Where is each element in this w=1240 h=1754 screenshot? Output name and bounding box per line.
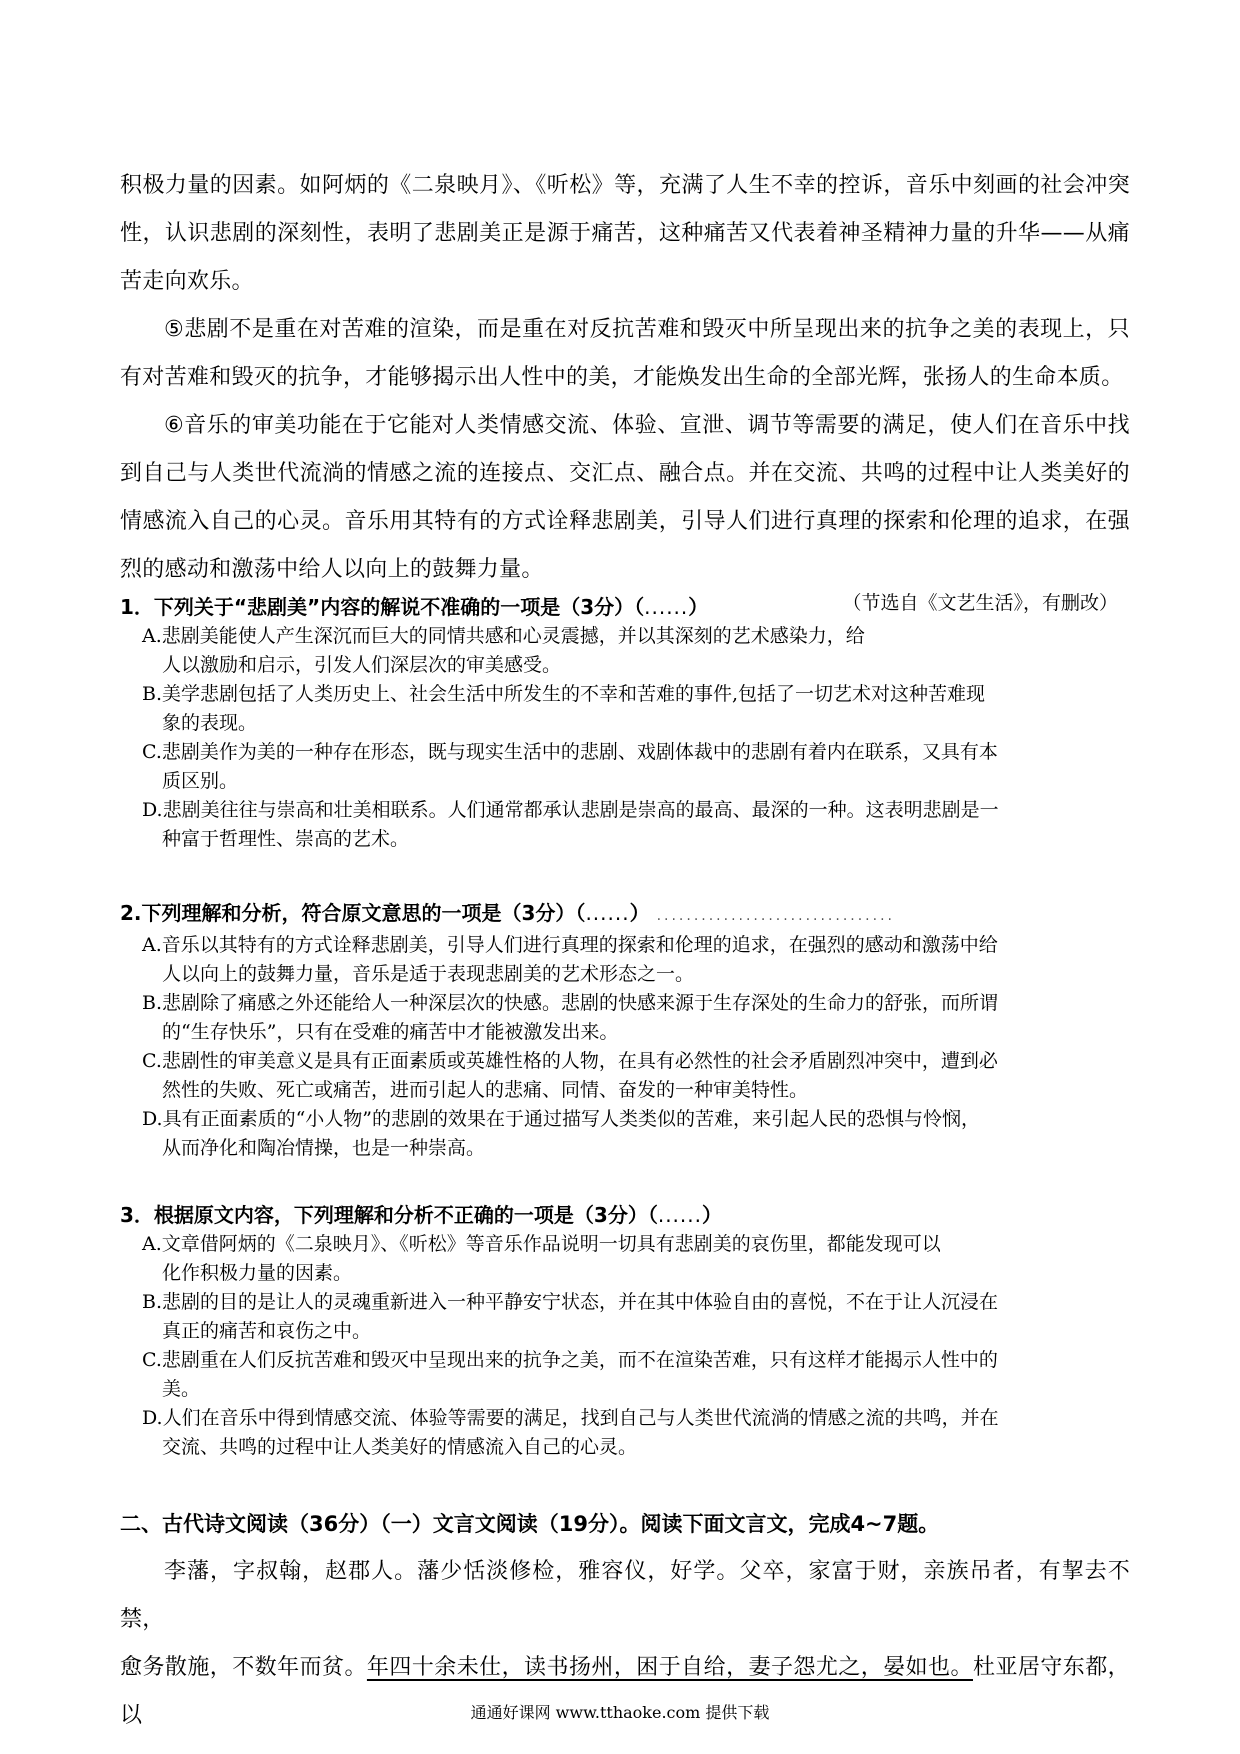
answer-blank[interactable]: ......	[644, 595, 689, 619]
option-text: D.人们在音乐中得到情感交流、体验等需要的满足，找到自己与人类世代流淌的情感之流的共鸣，并在	[142, 1407, 999, 1429]
question-stem	[120, 1200, 1130, 1230]
section-2-heading: 二、古代诗文阅读（36分）（一）文言文阅读（19分）。阅读下面文言文，完成4~7题。	[120, 1512, 940, 1536]
option-a[interactable]	[120, 622, 1130, 680]
question-stem-text: 3．根据原文内容，下列理解和分析不正确的一项是（3分）（	[120, 1203, 658, 1227]
option-c[interactable]	[120, 1047, 1130, 1105]
option-d[interactable]	[120, 796, 1130, 854]
option-text: A.文章借阿炳的《二泉映月》、《听松》等音乐作品说明一切具有悲剧美的哀伤里，都能发现可以	[142, 1233, 941, 1255]
question-stem	[120, 592, 1130, 622]
option-text-continued: 从而净化和陶冶情操，也是一种崇高。	[162, 1137, 486, 1159]
footer-source-note: 通通好课网 www.tthaoke.com 提供下载	[470, 1703, 770, 1722]
question-2	[120, 898, 1130, 1163]
option-text: C.悲剧重在人们反抗苦难和毁灭中呈现出来的抗争之美，而不在渲染苦难，只有这样才能揭示人性中的	[142, 1349, 998, 1371]
option-d[interactable]	[120, 1105, 1130, 1163]
option-text-continued: 美。	[162, 1378, 201, 1400]
answer-blank[interactable]: ......	[585, 901, 630, 925]
option-c[interactable]	[120, 1346, 1130, 1404]
option-text: B.悲剧的目的是让人的灵魂重新进入一种平静安宁状态，并在其中体验自由的喜悦，不在于让人沉浸在	[142, 1291, 999, 1313]
option-text: A.音乐以其特有的方式诠释悲剧美，引导人们进行真理的探索和伦理的追求，在强烈的感动和激荡中给	[142, 934, 998, 956]
option-b[interactable]	[120, 1288, 1130, 1346]
option-text: C.悲剧美作为美的一种存在形态，既与现实生活中的悲剧、戏剧体裁中的悲剧有着内在联系，又具有本	[142, 741, 998, 763]
option-text-continued: 真正的痛苦和哀伤之中。	[162, 1320, 372, 1342]
option-b[interactable]	[120, 680, 1130, 738]
classical-line-1: 李藩，字叔翰，赵郡人。藩少恬淡修检，雅容仪，好学。父卒，家富于财，亲族吊者，有挈去不禁，	[120, 1559, 1130, 1632]
question-stem-text: 1．下列关于“悲剧美”内容的解说不准确的一项是（3分）（	[120, 595, 645, 619]
passage-paragraph-5: ⑤悲剧不是重在对苦难的渲染，而是重在对反抗苦难和毁灭中所呈现出来的抗争之美的表现上，只有对苦难和毁灭的抗争，才能够揭示出人性中的美，才能焕发出生命的全部光辉，张扬人的生命本质。	[120, 317, 1130, 390]
option-a[interactable]	[120, 1230, 1130, 1288]
option-c[interactable]	[120, 738, 1130, 796]
option-text-continued: 化作积极力量的因素。	[162, 1262, 353, 1284]
passage-paragraph-6: ⑥音乐的审美功能在于它能对人类情感交流、体验、宣泄、调节等需要的满足，使人们在音乐中找到自己与人类世代流淌的情感之流的连接点、交汇点、融合点。并在交流、共鸣的过程中让人类美好的情感流入自己的心灵。音乐用其特有的方式诠释悲剧美，引导人们进行真理的探索和伦理的追求，在强烈的感动和激荡中给人以向上的鼓舞力量。	[120, 413, 1130, 582]
option-text-continued: 人以向上的鼓舞力量，音乐是适于表现悲剧美的艺术形态之一。	[162, 963, 695, 985]
classical-text: 杜亚居守东都，以	[120, 1655, 1130, 1728]
option-text-continued: 种富于哲理性、崇高的艺术。	[162, 828, 410, 850]
question-stem-text: 2.下列理解和分析，符合原文意思的一项是（3分）（	[120, 901, 586, 925]
option-text-continued: 交流、共鸣的过程中让人类美好的情感流入自己的心灵。	[162, 1436, 638, 1458]
classical-text: 愈务散施，不数年而贫。	[120, 1655, 367, 1680]
option-a[interactable]	[120, 931, 1130, 989]
option-text-continued: 人以激励和启示，引发人们深层次的审美感受。	[162, 654, 562, 676]
source-citation: （节选自《文艺生活》，有删改）	[842, 592, 1118, 614]
option-text: B.美学悲剧包括了人类历史上、社会生活中所发生的不幸和苦难的事件,包括了一切艺术对这种苦难现	[142, 683, 986, 705]
classical-line-2	[120, 1644, 1130, 1740]
question-stem-close: ）	[688, 595, 709, 619]
question-stem	[120, 898, 1130, 931]
option-b[interactable]	[120, 989, 1130, 1047]
question-3	[120, 1200, 1130, 1462]
option-text: B.悲剧除了痛感之外还能给人一种深层次的快感。悲剧的快感来源于生存深处的生命力的舒张，而所谓	[142, 992, 999, 1014]
option-text-continued: 质区别。	[162, 770, 239, 792]
option-text-continued: 然性的失败、死亡或痛苦，进而引起人的悲痛、同情、奋发的一种审美特性。	[162, 1079, 809, 1101]
option-text-continued: 象的表现。	[162, 712, 258, 734]
option-text: D.悲剧美往往与崇高和壮美相联系。人们通常都承认悲剧是崇高的最高、最深的一种。这表明悲剧是一	[142, 799, 999, 821]
question-1	[120, 592, 1130, 854]
option-text-continued: 的“生存快乐”，只有在受难的痛苦中才能被激发出来。	[162, 1021, 619, 1043]
option-text: A.悲剧美能使人产生深沉而巨大的同情共感和心灵震撼，并以其深刻的艺术感染力，给	[142, 625, 865, 647]
document-page	[120, 0, 1130, 1754]
answer-blank[interactable]: ......	[657, 1203, 702, 1227]
option-text: D.具有正面素质的“小人物”的悲剧的效果在于通过描写人类类似的苦难，来引起人民的恐惧与怜悯，	[142, 1108, 981, 1130]
passage-paragraph-4-continuation: 积极力量的因素。如阿炳的《二泉映月》、《听松》等，充满了人生不幸的控诉，音乐中刻画的社会冲突性，认识悲剧的深刻性，表明了悲剧美正是源于痛苦，这种痛苦又代表着神圣精神力量的升华——从痛苦走向欢乐。	[120, 173, 1130, 294]
question-stem-close: ）	[702, 1203, 722, 1227]
question-stem-close: ）	[629, 901, 650, 925]
dotted-leader: ................................	[656, 908, 895, 924]
option-text: C.悲剧性的审美意义是具有正面素质或英雄性格的人物，在具有必然性的社会矛盾剧烈冲突中，遭到必	[142, 1050, 998, 1072]
option-d[interactable]	[120, 1404, 1130, 1462]
underlined-sentence: 年四十余未仕，读书扬州，困于自给，妻子怨尤之，晏如也。	[366, 1655, 973, 1680]
